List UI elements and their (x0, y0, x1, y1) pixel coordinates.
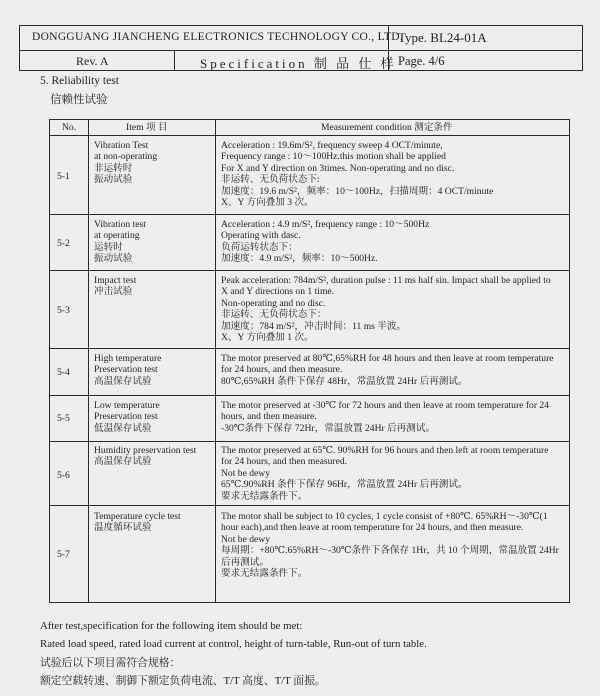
test-item-line: at non-operating (94, 151, 158, 163)
model-type: Type. BL24-01A (398, 30, 487, 45)
section-subtitle: 信赖性试验 (50, 94, 108, 106)
row-divider (50, 348, 569, 349)
company-name: DONGGUANG JIANCHENG ELECTRONICS TECHNOLOGY CO., LTD. (32, 31, 404, 43)
row-divider (50, 135, 569, 136)
measurement-condition (221, 445, 549, 502)
test-item-line: Impact test (94, 275, 137, 286)
row-number: 5-7 (57, 549, 70, 560)
row-divider (50, 505, 569, 506)
test-item (94, 511, 181, 534)
measurement-line: For X and Y direction on 3times. Non-operating and no disc. (221, 162, 455, 174)
row-number: 5-5 (57, 413, 70, 424)
test-item-line: 高温保存试验 (94, 456, 152, 468)
measurement-line: X、Y 方向叠加 1 次。 (221, 332, 314, 344)
footer-note: Rated load speed, rated load current at control, height of turn-table, Run-out of turn table. (40, 638, 427, 650)
measurement-line: 要求无结露条件下。 (221, 568, 308, 580)
measurement-line: 要求无结露条件下。 (221, 490, 308, 502)
test-item-line: 冲击试验 (94, 286, 133, 298)
header-divider (174, 50, 175, 70)
measurement-condition (221, 400, 549, 434)
column-divider (215, 120, 216, 602)
row-number: 5-3 (57, 305, 70, 316)
test-item-line: 温度循环试验 (94, 522, 152, 534)
measurement-line: for 24 hours, and then measure. (221, 364, 343, 376)
measurement-condition (221, 511, 559, 579)
column-divider (88, 120, 89, 602)
test-item (94, 400, 160, 434)
measurement-line: for 24 hours, and then measured. (221, 456, 348, 468)
revision: Rev. A (76, 54, 109, 68)
row-divider (50, 214, 569, 215)
measurement-line: 80℃,65%RH 条件下保存 48Hr，常温放置 24Hr 后再测试。 (221, 375, 468, 387)
header-item: Item 项 目 (126, 122, 168, 133)
test-item-line: Temperature cycle test (94, 511, 181, 522)
test-item (94, 353, 161, 387)
measurement-condition (221, 353, 554, 387)
test-item-line: at operating (94, 230, 140, 242)
test-item-line: 振动试验 (94, 253, 133, 265)
measurement-condition (221, 140, 493, 208)
test-item-line: Preservation test (94, 364, 158, 376)
reliability-table (49, 119, 570, 603)
document-title: Specification 制 品 仕 样 (200, 56, 397, 71)
measurement-line: 非运转、无负荷状态下: (221, 174, 320, 186)
measurement-line: The motor preserved at 65℃. 90%RH for 96 hours and then left at room temperature (221, 445, 549, 456)
measurement-line: -30℃条件下保存 72Hr，常温放置 24Hr 后再测试。 (221, 422, 436, 434)
measurement-line: 加速度：4.9 m/S²，频率：10～500Hz. (221, 253, 378, 265)
footer-note: 试验后以下项目需符合规格： (40, 657, 181, 669)
footer-note: After test,specification for the following item should be met: (40, 620, 303, 632)
test-item-line: Vibration test (94, 219, 146, 230)
measurement-line: The motor shall be subject to 10 cycles, 1 cycle consist of +80℃. 65%RH～-30℃(1 (221, 511, 548, 522)
measurement-line: X、Y 方向叠加 3 次。 (221, 197, 314, 209)
measurement-line: 后再测试。 (221, 556, 269, 568)
page-number: Page. 4/6 (398, 54, 445, 68)
row-number: 5-4 (57, 367, 70, 378)
measurement-line: Acceleration : 19.6m/S², frequency sweep 4 OCT/minute, (221, 140, 443, 151)
test-item-line: 低温保存试验 (94, 422, 152, 434)
test-item (94, 445, 196, 468)
measurement-line: hours, and then measure. (221, 411, 317, 423)
test-item-line: Low temperature (94, 400, 160, 411)
measurement-line: Frequency range : 10～100Hz.this motion shall be applied (221, 151, 446, 163)
measurement-line: Acceleration : 4.9 m/S², frequency range : 10～500Hz (221, 219, 430, 230)
measurement-line: 非运转、无负荷状态下： (221, 309, 327, 321)
measurement-line: 加速度：784 m/S²，冲击时间：11 ms 半波。 (221, 320, 407, 332)
test-item-line: Preservation test (94, 411, 158, 423)
measurement-line: 65℃.90%RH 条件下保存 96Hr，常温放置 24Hr 后再测试。 (221, 479, 468, 491)
document-header (19, 25, 583, 71)
measurement-line: Peak acceleration: 784m/S², duration pulse : 11 ms half sin. Impact shall be applied to (221, 275, 551, 286)
header-no: No. (62, 122, 77, 133)
measurement-line: Operating with dasc. (221, 230, 301, 242)
test-item-line: 高温保存试验 (94, 375, 152, 387)
measurement-line: 加速度：19.6 m/S²，频率：10～100Hz，扫描周期：4 OCT/minute (221, 185, 494, 197)
measurement-line: Not be dewy (221, 467, 271, 479)
test-item-line: High temperature (94, 353, 162, 364)
row-number: 5-1 (57, 171, 70, 182)
test-item-line: 非运转时 (94, 162, 133, 174)
row-number: 5-6 (57, 470, 70, 481)
row-divider (50, 270, 569, 271)
measurement-line: hour each),and then leave at room temperature for 24 hours, and then measure. (221, 522, 524, 534)
header-divider (20, 50, 582, 51)
test-item-line: Humidity preservation test (94, 445, 197, 456)
test-item-line: Vibration Test (94, 140, 149, 151)
measurement-line: 负荷运转状态下： (221, 241, 298, 253)
section-title: 5. Reliability test (40, 75, 119, 87)
measurement-condition (221, 219, 429, 265)
test-item (94, 275, 136, 298)
row-number: 5-2 (57, 238, 70, 249)
row-divider (50, 441, 569, 442)
measurement-line: X and Y directions on 1 time. (221, 286, 335, 298)
test-item (94, 219, 146, 265)
measurement-line: 每周期：+80℃.65%RH～-30℃条件下各保存 1Hr，共 10 个周期，常温放置 24Hr (221, 545, 559, 557)
measurement-line: Non-operating and no disc. (221, 297, 326, 309)
test-item-line: 振动试验 (94, 174, 133, 186)
measurement-line: Not be dewy (221, 533, 271, 545)
measurement-line: The motor preserved at 80℃,65%RH for 48 hours and then leave at room temperature (221, 353, 554, 364)
measurement-condition (221, 275, 551, 343)
measurement-line: The motor preserved at -30℃ for 72 hours and then leave at room temperature for 24 (221, 400, 550, 411)
test-item (94, 140, 157, 186)
header-measurement: Measurement condition 测定条件 (321, 122, 453, 133)
test-item-line: 运转时 (94, 241, 123, 253)
footer-note: 额定空载转速、制御下额定负荷电流、T/T 高度、T/T 面振。 (40, 675, 326, 687)
row-divider (50, 395, 569, 396)
